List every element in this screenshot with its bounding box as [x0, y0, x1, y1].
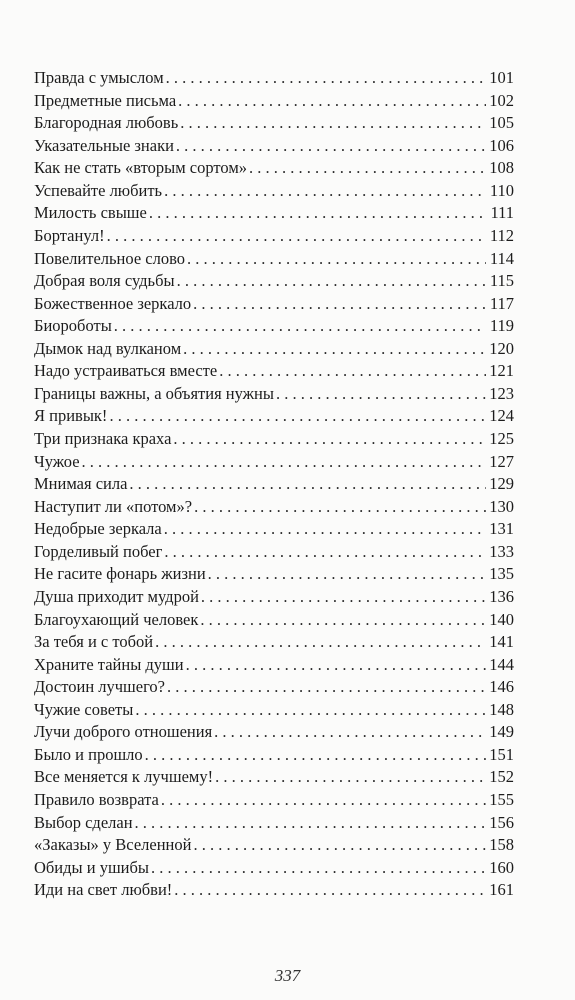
dot-leader — [135, 699, 486, 722]
dot-leader — [164, 180, 486, 203]
dot-leader — [161, 789, 486, 812]
dot-leader — [249, 157, 486, 180]
toc-entry-page: 140 — [489, 609, 514, 629]
toc-entry-page: 155 — [489, 790, 514, 809]
toc-entry-title: Надо устраиваться вместе — [34, 361, 218, 381]
toc-entry — [34, 225, 514, 248]
toc-entry — [34, 631, 514, 654]
dot-leader — [178, 90, 486, 113]
dot-leader — [164, 541, 486, 564]
dot-leader — [107, 225, 486, 248]
toc-entry-page: 144 — [489, 654, 514, 674]
toc-entry-page: 101 — [489, 68, 514, 87]
toc-entry — [34, 315, 514, 338]
toc-entry-title: «Заказы» у Вселенной — [34, 835, 192, 855]
dot-leader — [219, 360, 486, 383]
toc-entry — [34, 135, 514, 158]
toc-entry — [34, 654, 514, 677]
toc-entry-page: 133 — [489, 541, 514, 561]
toc-entry-title: Успевайте любить — [34, 180, 163, 200]
toc-entry-title: Благородная любовь — [34, 113, 179, 133]
dot-leader — [149, 202, 486, 225]
toc-entry — [34, 473, 514, 496]
toc-entry-title: Обиды и ушибы — [34, 857, 149, 877]
toc-entry-title: Не гасите фонарь жизни — [34, 564, 206, 584]
toc-entry-title: Добрая воля судьбы — [34, 271, 175, 291]
toc-entry-page: 121 — [489, 361, 514, 381]
dot-leader — [155, 631, 486, 654]
toc-entry — [34, 270, 514, 293]
dot-leader — [135, 812, 486, 835]
toc-entry-page: 106 — [489, 135, 514, 155]
dot-leader — [177, 270, 486, 293]
toc-entry — [34, 451, 514, 474]
dot-leader — [145, 744, 486, 767]
toc-entry — [34, 744, 514, 767]
toc-entry — [34, 405, 514, 428]
toc-entry-page: 130 — [489, 496, 514, 516]
toc-entry-page: 131 — [489, 519, 514, 539]
dot-leader — [214, 721, 486, 744]
dot-leader — [109, 405, 486, 428]
toc-entry-page: 125 — [489, 429, 514, 448]
toc-entry-title: Бортанул! — [34, 225, 105, 245]
toc-entry-page: 102 — [489, 90, 514, 110]
toc-entry-page: 124 — [489, 406, 514, 426]
toc-entry-page: 151 — [489, 744, 514, 764]
dot-leader — [276, 383, 486, 406]
toc-entry-title: Три признака краха — [34, 429, 172, 448]
toc-entry-title: Чужое — [34, 451, 80, 471]
toc-entry — [34, 338, 514, 361]
toc-entry — [34, 248, 514, 271]
toc-entry-page: 108 — [489, 158, 514, 178]
dot-leader — [176, 135, 486, 158]
toc-entry-title: Душа приходит мудрой — [34, 586, 199, 606]
toc-entry-title: Божественное зеркало — [34, 293, 192, 313]
toc-entry-page: 127 — [489, 451, 514, 471]
dot-leader — [186, 654, 486, 677]
toc-entry — [34, 293, 514, 316]
dot-leader — [187, 248, 486, 271]
toc-entry-title: Было и прошло — [34, 744, 143, 764]
toc-entry-page: 148 — [489, 699, 514, 719]
toc-entry-page: 129 — [489, 474, 514, 494]
toc-entry — [34, 518, 514, 541]
toc-entry-title: Биороботы — [34, 316, 112, 336]
dot-leader — [215, 766, 486, 789]
toc-entry-page: 112 — [489, 225, 514, 245]
dot-leader — [151, 857, 486, 880]
dot-leader — [193, 834, 486, 857]
dot-leader — [208, 563, 486, 586]
dot-leader — [166, 67, 486, 90]
dot-leader — [200, 609, 486, 632]
toc-entry — [34, 180, 514, 203]
toc-entry-title: Мнимая сила — [34, 474, 128, 494]
toc-entry — [34, 586, 514, 609]
dot-leader — [174, 879, 486, 902]
toc-entry-title: Я привык! — [34, 406, 108, 426]
toc-entry-title: Повелительное слово — [34, 248, 186, 268]
toc-entry-title: Предметные письма — [34, 90, 177, 110]
toc-entry-title: Достоин лучшего? — [34, 677, 166, 697]
toc-entry — [34, 541, 514, 564]
toc-entry-title: Границы важны, а объятия нужны — [34, 383, 274, 403]
toc-entry-page: 161 — [489, 880, 514, 900]
toc-entry — [34, 202, 514, 225]
dot-leader — [180, 112, 486, 135]
toc-entry-page: 115 — [489, 271, 514, 291]
dot-leader — [183, 338, 486, 361]
toc-entry — [34, 699, 514, 722]
toc-entry-page: 120 — [489, 338, 514, 358]
toc-entry-title: Милость свыше — [34, 203, 147, 223]
toc-entry-title: Лучи доброго отношения — [34, 722, 213, 742]
toc-entry — [34, 834, 514, 857]
toc-entry-title: Все меняется к лучшему! — [34, 767, 214, 787]
dot-leader — [201, 586, 486, 609]
toc-entry — [34, 857, 514, 880]
dot-leader — [167, 676, 486, 699]
dot-leader — [114, 315, 486, 338]
toc-entry — [34, 383, 514, 406]
toc-entry — [34, 67, 514, 90]
toc-entry — [34, 812, 514, 835]
toc-entry — [34, 789, 514, 812]
toc-entry-page: 152 — [489, 767, 514, 787]
toc-entry-page: 117 — [489, 293, 514, 313]
toc-entry-title: Недобрые зеркала — [34, 519, 162, 539]
toc-entry-title: За тебя и с тобой — [34, 632, 154, 652]
dot-leader — [82, 451, 486, 474]
toc-entry-title: Указательные знаки — [34, 135, 174, 155]
toc-entry — [34, 90, 514, 113]
toc-entry-title: Как не стать «вторым сортом» — [34, 158, 248, 178]
toc-entry — [34, 157, 514, 180]
dot-leader — [129, 473, 486, 496]
toc-entry-title: Наступит ли «потом»? — [34, 496, 193, 516]
toc-entry — [34, 766, 514, 789]
dot-leader — [164, 518, 486, 541]
toc-entry-page: 149 — [489, 722, 514, 742]
toc-entry — [34, 721, 514, 744]
dot-leader — [193, 293, 486, 316]
toc-entry-title: Чужие советы — [34, 699, 134, 719]
toc-entry — [34, 609, 514, 632]
toc-entry — [34, 496, 514, 519]
toc-entry-page: 146 — [489, 677, 514, 697]
dot-leader — [194, 496, 486, 519]
toc-entry-title: Храните тайны души — [34, 654, 184, 674]
toc-entry-title: Правда с умыслом — [34, 68, 164, 87]
toc-entry-title: Иди на свет любви! — [34, 880, 173, 900]
dot-leader — [173, 428, 486, 451]
toc-entry — [34, 676, 514, 699]
toc-entry-page: 156 — [489, 812, 514, 832]
toc-entry-page: 160 — [489, 857, 514, 877]
toc-entry-title: Дымок над вулканом — [34, 338, 182, 358]
toc-entry-page: 105 — [489, 113, 514, 133]
toc-entry-title: Благоухающий человек — [34, 609, 199, 629]
toc-entry-page: 158 — [489, 835, 514, 855]
toc-entry-title: Выбор сделан — [34, 812, 133, 832]
toc-entry-title: Горделивый побег — [34, 541, 163, 561]
toc-entry-page: 136 — [489, 586, 514, 606]
toc-entry — [34, 563, 514, 586]
toc-entry — [34, 360, 514, 383]
toc-entry-page: 114 — [489, 248, 514, 268]
toc-entry — [34, 879, 514, 902]
toc-entry-page: 141 — [489, 632, 514, 652]
page-number: 337 — [274, 966, 301, 985]
toc-entry — [34, 428, 514, 451]
toc-entry-page: 110 — [489, 180, 514, 200]
toc-entry-page: 119 — [489, 316, 514, 336]
toc-entry-page: 123 — [489, 383, 514, 403]
toc-entry-title: Правило возврата — [34, 790, 159, 809]
toc-entry-page: 135 — [489, 564, 514, 584]
toc-entry-page: 111 — [490, 203, 514, 223]
table-of-contents — [34, 67, 514, 902]
toc-entry — [34, 112, 514, 135]
